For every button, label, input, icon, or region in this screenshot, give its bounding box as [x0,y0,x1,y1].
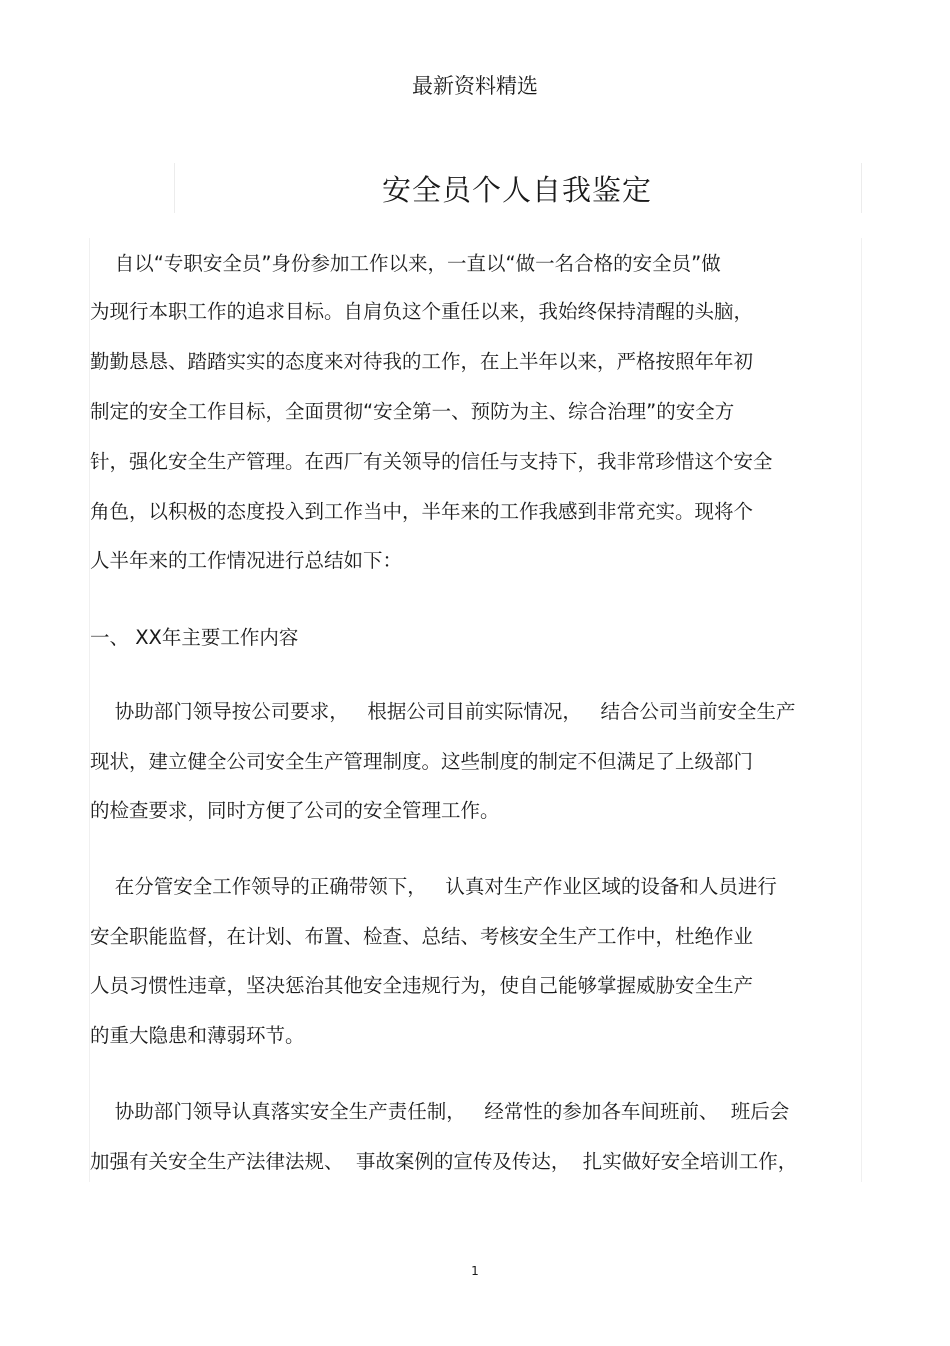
paragraph-4-line-2: 加强有关安全生产法律法规、 事故案例的宣传及传达， 扎实做好安全培训工作， [90,1150,798,1173]
page-header: 最新资料精选 [412,74,538,98]
paragraph-1-line-6: 角色，以积极的态度投入到工作当中，半年来的工作我感到非常充实。现将个 [90,500,754,523]
paragraph-1-line-1: 自以“专职安全员”身份参加工作以来，一直以“做一名合格的安全员”做 [90,252,721,275]
paragraph-4-line-1: 协助部门领导认真落实安全生产责任制， 经常性的参加各车间班前、 班后会 [90,1100,790,1123]
paragraph-3-line-1: 在分管安全工作领导的正确带领下， 认真对生产作业区域的设备和人员进行 [90,875,777,898]
paragraph-1-line-3: 勤勤恳恳、踏踏实实的态度来对待我的工作，在上半年以来，严格按照年年初 [90,350,754,373]
paragraph-3-line-2: 安全职能监督，在计划、布置、检查、总结、考核安全生产工作中，杜绝作业 [90,925,754,948]
document-title: 安全员个人自我鉴定 [381,173,652,207]
paragraph-1-line-7: 人半年来的工作情况进行总结如下： [90,549,403,572]
page-number: 1 [471,1264,479,1278]
section-heading: 一、 XX年主要工作内容 [90,626,299,649]
paragraph-2-line-3: 的检查要求，同时方便了公司的安全管理工作。 [90,799,500,822]
paragraph-3-line-3: 人员习惯性违章，坚决惩治其他安全违规行为，使自己能够掌握威胁安全生产 [90,974,754,997]
paragraph-2-line-2: 现状，建立健全公司安全生产管理制度。这些制度的制定不但满足了上级部门 [90,750,754,773]
paragraph-1-line-5: 针，强化安全生产管理。在西厂有关领导的信任与支持下，我非常珍惜这个安全 [90,450,773,473]
paragraph-1-line-2: 为现行本职工作的追求目标。自肩负这个重任以来，我始终保持清醒的头脑， [90,300,754,323]
paragraph-2-line-1: 协助部门领导按公司要求， 根据公司目前实际情况， 结合公司当前安全生产 [90,700,796,723]
paragraph-1-line-4: 制定的安全工作目标，全面贯彻“安全第一、预防为主、综合治理”的安全方 [90,400,735,423]
paragraph-3-line-4: 的重大隐患和薄弱环节。 [90,1024,305,1047]
